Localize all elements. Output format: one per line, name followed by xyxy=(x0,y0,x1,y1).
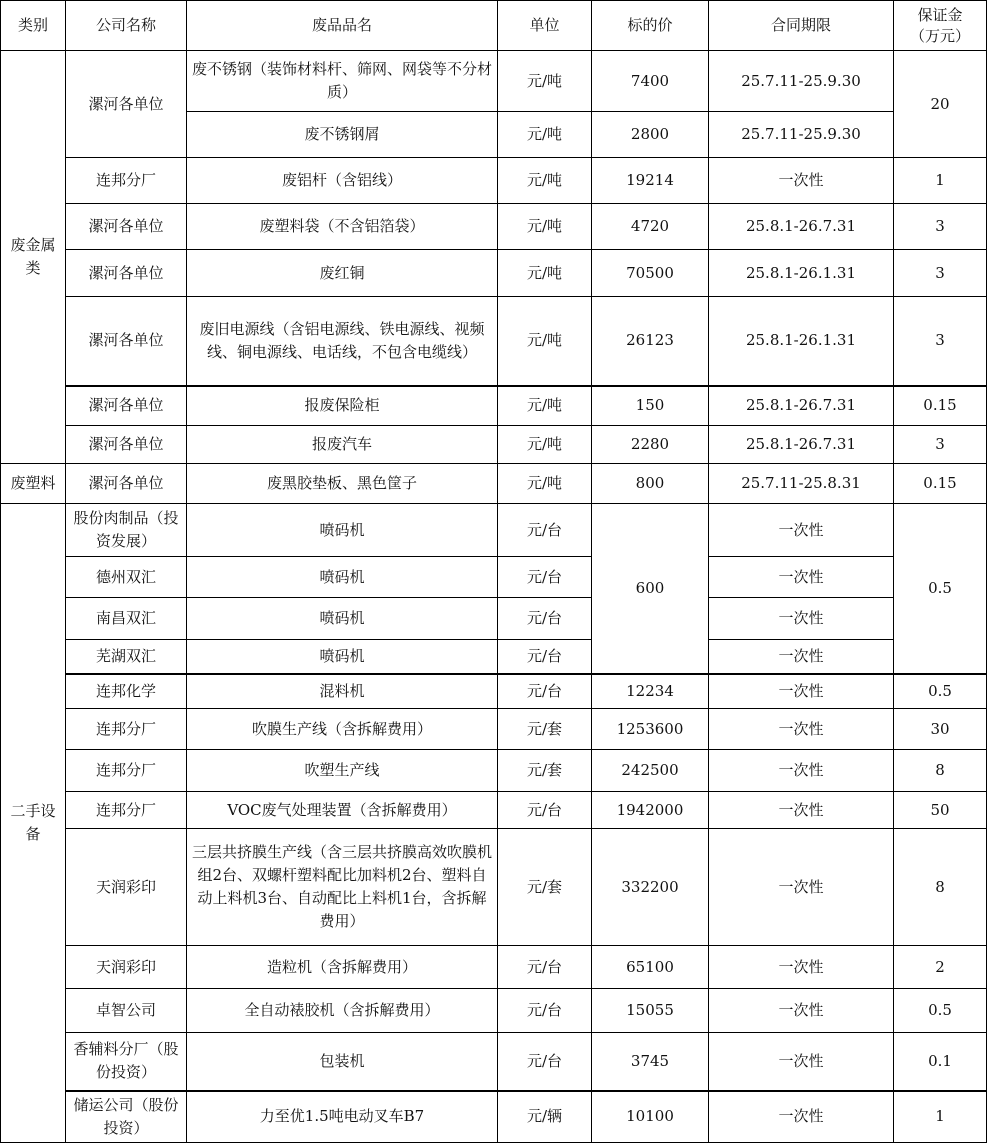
table-row xyxy=(1,1033,987,1091)
term-cell: 一次性 xyxy=(709,1091,894,1143)
item-cell: 喷码机 xyxy=(187,504,498,557)
price-cell: 332200 xyxy=(592,829,709,946)
price-cell: 1253600 xyxy=(592,709,709,750)
unit-cell: 元/吨 xyxy=(498,464,592,504)
company-cell: 连邦分厂 xyxy=(66,792,187,829)
price-cell: 1942000 xyxy=(592,792,709,829)
unit-cell: 元/套 xyxy=(498,829,592,946)
table-row xyxy=(1,709,987,750)
term-cell: 25.7.11-25.8.31 xyxy=(709,464,894,504)
item-cell: 废铝杆（含铝线） xyxy=(187,158,498,204)
term-cell: 一次性 xyxy=(709,640,894,674)
term-cell: 一次性 xyxy=(709,557,894,598)
term-cell: 一次性 xyxy=(709,1033,894,1091)
deposit-cell: 8 xyxy=(894,829,987,946)
category-cell-plastic: 废塑料 xyxy=(1,464,66,504)
item-cell: 吹膜生产线（含拆解费用） xyxy=(187,709,498,750)
table-row xyxy=(1,1091,987,1143)
deposit-cell: 1 xyxy=(894,158,987,204)
unit-cell: 元/吨 xyxy=(498,426,592,464)
item-cell: 废红铜 xyxy=(187,250,498,297)
company-cell: 连邦分厂 xyxy=(66,750,187,792)
term-cell: 一次性 xyxy=(709,598,894,640)
unit-cell: 元/台 xyxy=(498,557,592,598)
price-cell: 70500 xyxy=(592,250,709,297)
deposit-cell: 1 xyxy=(894,1091,987,1143)
item-cell: 废黑胶垫板、黑色筐子 xyxy=(187,464,498,504)
category-cell-metal: 废金属类 xyxy=(1,51,66,464)
header-deposit-line2: （万元） xyxy=(909,26,970,45)
deposit-cell: 0.5 xyxy=(894,674,987,709)
company-cell: 股份肉制品（投资发展） xyxy=(66,504,187,557)
deposit-cell: 0.15 xyxy=(894,386,987,426)
company-cell: 南昌双汇 xyxy=(66,598,187,640)
item-cell: 喷码机 xyxy=(187,557,498,598)
price-cell: 19214 xyxy=(592,158,709,204)
price-cell: 2280 xyxy=(592,426,709,464)
item-cell: 混料机 xyxy=(187,674,498,709)
company-cell: 漯河各单位 xyxy=(66,51,187,158)
term-cell: 一次性 xyxy=(709,158,894,204)
deposit-cell: 3 xyxy=(894,297,987,386)
table-row xyxy=(1,504,987,557)
price-cell: 65100 xyxy=(592,946,709,989)
item-cell: 全自动裱胶机（含拆解费用） xyxy=(187,989,498,1033)
company-cell: 连邦化学 xyxy=(66,674,187,709)
item-cell: 报废保险柜 xyxy=(187,386,498,426)
company-cell: 漯河各单位 xyxy=(66,464,187,504)
table-row xyxy=(1,674,987,709)
deposit-cell: 3 xyxy=(894,204,987,250)
term-cell: 25.7.11-25.9.30 xyxy=(709,51,894,112)
item-cell: 废旧电源线（含铝电源线、铁电源线、视频线、铜电源线、电话线，不包含电缆线） xyxy=(187,297,498,386)
table-row xyxy=(1,297,987,386)
company-cell: 连邦分厂 xyxy=(66,709,187,750)
price-cell: 12234 xyxy=(592,674,709,709)
company-cell: 储运公司（股份投资） xyxy=(66,1091,187,1143)
price-cell: 26123 xyxy=(592,297,709,386)
item-cell: 三层共挤膜生产线（含三层共挤膜高效吹膜机组2台、双螺杆塑料配比加料机2台、塑料自动上料机3台、自动配比上料机1台，含拆解费用） xyxy=(187,829,498,946)
term-cell: 一次性 xyxy=(709,674,894,709)
term-cell: 25.8.1-26.7.31 xyxy=(709,386,894,426)
deposit-cell: 0.15 xyxy=(894,464,987,504)
unit-cell: 元/台 xyxy=(498,674,592,709)
item-cell: VOC废气处理装置（含拆解费用） xyxy=(187,792,498,829)
price-cell: 4720 xyxy=(592,204,709,250)
price-cell: 800 xyxy=(592,464,709,504)
deposit-cell: 0.5 xyxy=(894,504,987,674)
term-cell: 25.8.1-26.7.31 xyxy=(709,204,894,250)
term-cell: 25.7.11-25.9.30 xyxy=(709,112,894,158)
deposit-cell: 3 xyxy=(894,250,987,297)
deposit-cell: 20 xyxy=(894,51,987,158)
item-cell: 废不锈钢屑 xyxy=(187,112,498,158)
header-row xyxy=(1,1,987,51)
header-unit: 单位 xyxy=(498,1,592,51)
deposit-cell: 0.5 xyxy=(894,989,987,1033)
price-cell: 10100 xyxy=(592,1091,709,1143)
table-row xyxy=(1,598,987,640)
table-row xyxy=(1,426,987,464)
price-cell: 2800 xyxy=(592,112,709,158)
table-row xyxy=(1,464,987,504)
price-cell: 150 xyxy=(592,386,709,426)
company-cell: 天润彩印 xyxy=(66,946,187,989)
header-company: 公司名称 xyxy=(66,1,187,51)
unit-cell: 元/台 xyxy=(498,989,592,1033)
item-cell: 包装机 xyxy=(187,1033,498,1091)
table-row xyxy=(1,829,987,946)
table-row xyxy=(1,792,987,829)
unit-cell: 元/套 xyxy=(498,709,592,750)
term-cell: 一次性 xyxy=(709,946,894,989)
table-row xyxy=(1,557,987,598)
unit-cell: 元/套 xyxy=(498,750,592,792)
table-row xyxy=(1,158,987,204)
term-cell: 25.8.1-26.1.31 xyxy=(709,297,894,386)
item-cell: 力至优1.5吨电动叉车B7 xyxy=(187,1091,498,1143)
term-cell: 一次性 xyxy=(709,504,894,557)
table-row xyxy=(1,750,987,792)
price-cell: 600 xyxy=(592,504,709,674)
deposit-cell: 2 xyxy=(894,946,987,989)
unit-cell: 元/吨 xyxy=(498,51,592,112)
deposit-cell: 3 xyxy=(894,426,987,464)
unit-cell: 元/台 xyxy=(498,640,592,674)
unit-cell: 元/吨 xyxy=(498,204,592,250)
term-cell: 一次性 xyxy=(709,750,894,792)
header-deposit xyxy=(894,1,987,51)
deposit-cell: 50 xyxy=(894,792,987,829)
category-cell-equipment: 二手设备 xyxy=(1,504,66,1143)
company-cell: 香辅料分厂（股份投资） xyxy=(66,1033,187,1091)
company-cell: 漯河各单位 xyxy=(66,204,187,250)
table-row xyxy=(1,51,987,112)
deposit-cell: 30 xyxy=(894,709,987,750)
header-term: 合同期限 xyxy=(709,1,894,51)
header-deposit-line1: 保证金 xyxy=(917,5,963,24)
term-cell: 25.8.1-26.1.31 xyxy=(709,250,894,297)
company-cell: 连邦分厂 xyxy=(66,158,187,204)
item-cell: 废不锈钢（装饰材料杆、筛网、网袋等不分材质） xyxy=(187,51,498,112)
unit-cell: 元/台 xyxy=(498,946,592,989)
term-cell: 一次性 xyxy=(709,792,894,829)
unit-cell: 元/吨 xyxy=(498,297,592,386)
header-price: 标的价 xyxy=(592,1,709,51)
price-cell: 7400 xyxy=(592,51,709,112)
term-cell: 一次性 xyxy=(709,989,894,1033)
term-cell: 一次性 xyxy=(709,829,894,946)
table-row xyxy=(1,204,987,250)
item-cell: 喷码机 xyxy=(187,598,498,640)
company-cell: 芜湖双汇 xyxy=(66,640,187,674)
item-cell: 喷码机 xyxy=(187,640,498,674)
unit-cell: 元/吨 xyxy=(498,112,592,158)
table-row xyxy=(1,640,987,674)
company-cell: 卓智公司 xyxy=(66,989,187,1033)
unit-cell: 元/吨 xyxy=(498,158,592,204)
table-row xyxy=(1,386,987,426)
deposit-cell: 8 xyxy=(894,750,987,792)
company-cell: 漯河各单位 xyxy=(66,297,187,386)
unit-cell: 元/台 xyxy=(498,598,592,640)
price-cell: 3745 xyxy=(592,1033,709,1091)
table-row xyxy=(1,250,987,297)
company-cell: 漯河各单位 xyxy=(66,426,187,464)
item-cell: 造粒机（含拆解费用） xyxy=(187,946,498,989)
unit-cell: 元/吨 xyxy=(498,386,592,426)
term-cell: 一次性 xyxy=(709,709,894,750)
company-cell: 天润彩印 xyxy=(66,829,187,946)
unit-cell: 元/台 xyxy=(498,792,592,829)
header-category: 类别 xyxy=(1,1,66,51)
deposit-cell: 0.1 xyxy=(894,1033,987,1091)
term-cell: 25.8.1-26.7.31 xyxy=(709,426,894,464)
unit-cell: 元/台 xyxy=(498,504,592,557)
price-cell: 15055 xyxy=(592,989,709,1033)
item-cell: 吹塑生产线 xyxy=(187,750,498,792)
company-cell: 德州双汇 xyxy=(66,557,187,598)
header-item: 废品品名 xyxy=(187,1,498,51)
table-row xyxy=(1,946,987,989)
table-row xyxy=(1,989,987,1033)
company-cell: 漯河各单位 xyxy=(66,250,187,297)
unit-cell: 元/台 xyxy=(498,1033,592,1091)
item-cell: 废塑料袋（不含铝箔袋） xyxy=(187,204,498,250)
price-cell: 242500 xyxy=(592,750,709,792)
item-cell: 报废汽车 xyxy=(187,426,498,464)
company-cell: 漯河各单位 xyxy=(66,386,187,426)
unit-cell: 元/辆 xyxy=(498,1091,592,1143)
unit-cell: 元/吨 xyxy=(498,250,592,297)
